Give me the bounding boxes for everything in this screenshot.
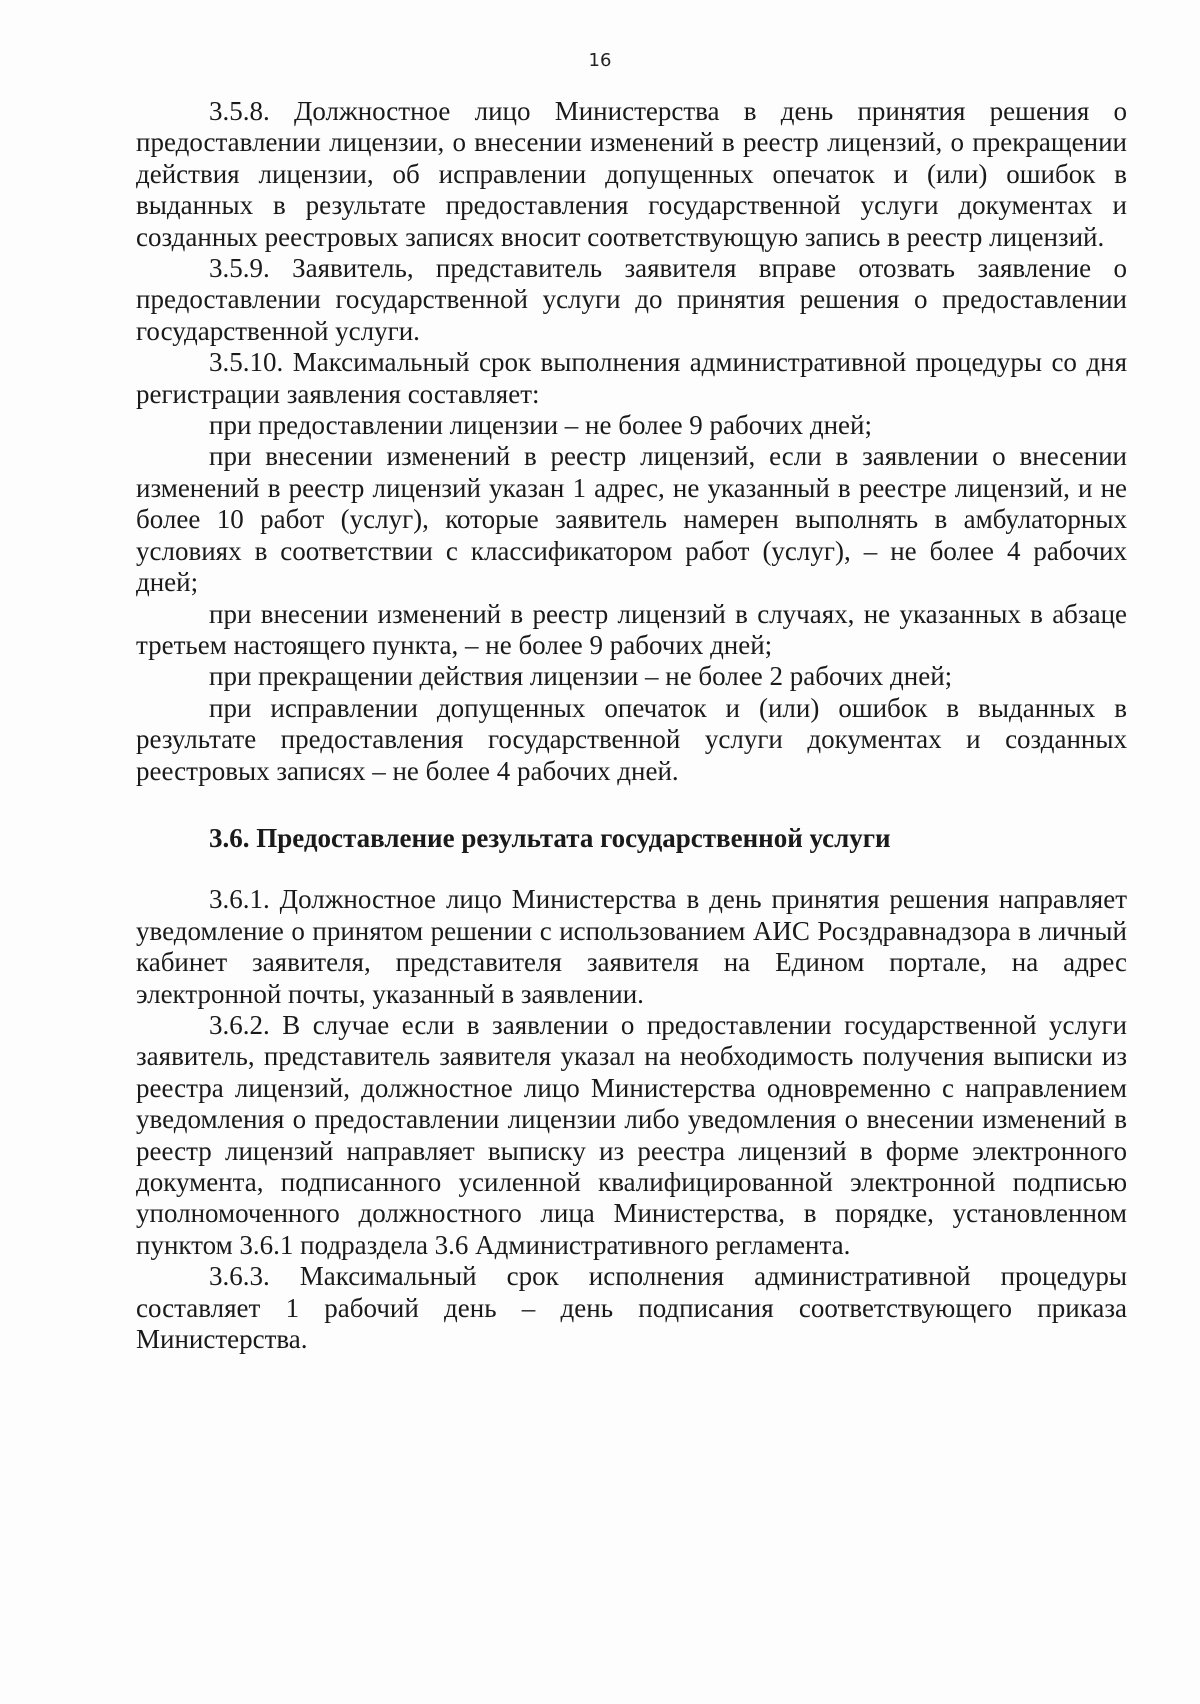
list-item-license-grant: при предоставлении лицензии – не более 9 рабочих дней; [209,410,872,441]
paragraph-3-6-3: 3.6.3. Максимальный срок исполнения административной процедуры составляет 1 рабочий день – день подписания соответствующего приказа Министерства. [136,1261,1127,1355]
section-heading: 3.6. Предоставление результата государственной услуги [209,822,891,853]
paragraph-3-6-2: 3.6.2. В случае если в заявлении о предоставлении государственной услуги заявитель, представитель заявителя указал на необходимость получения выписки из реестра лицензий, должностное лицо Министерства одновременно с направлением уведомления о предоставлении лицензии либо уведомления о внесении изменений в реестр лицензий направляет выписку из реестра лицензий в форме электронного документа, подписанного усиленной квалифицированной электронной подписью уполномоченного должностного лица Министерства, в порядке, установленном пунктом 3.6.1 подраздела 3.6 Административного регламента. [136,1009,1127,1260]
list-item-registry-change-ambulatory: при внесении изменений в реестр лицензий, если в заявлении о внесении изменений в реестр лицензий указан 1 адрес, не указанный в реестре лицензий, и не более 10 работ (услуг), которые заявитель намерен выполнять в амбулаторных условиях в соответствии с классификатором работ (услуг), – не более 4 рабочих дней; [136,441,1127,598]
paragraph-3-6-1: 3.6.1. Должностное лицо Министерства в день принятия решения направляет уведомление о принятом решении с использованием АИС Росздравнадзора в личный кабинет заявителя, представителя заявителя на Едином портале, на адрес электронной почты, указанный в заявлении. [136,884,1127,1009]
page-number: 16 [588,50,612,71]
paragraph-3-5-10: 3.5.10. Максимальный срок выполнения административной процедуры со дня регистрации заявления составляет: [136,347,1127,409]
list-item-registry-change-other: при внесении изменений в реестр лицензий в случаях, не указанных в абзаце третьем настоящего пункта, – не более 9 рабочих дней; [136,598,1127,660]
list-item-license-termination: при прекращении действия лицензии – не более 2 рабочих дней; [209,661,953,692]
paragraph-3-5-9: 3.5.9. Заявитель, представитель заявителя вправе отозвать заявление о предоставлении государственной услуги до принятия решения о предоставлении государственной услуги. [136,253,1127,346]
document-body [136,96,1127,1355]
list-item-error-correction: при исправлении допущенных опечаток и (или) ошибок в выданных в результате предоставления государственной услуги документах и созданных реестровых записях – не более 4 рабочих дней. [136,692,1127,786]
paragraph-3-5-8: 3.5.8. Должностное лицо Министерства в день принятия решения о предоставлении лицензии, о внесении изменений в реестр лицензий, о прекращении действия лицензии, об исправлении допущенных опечаток и (или) ошибок в выданных в результате предоставления государственной услуги документах и созданных реестровых записях вносит соответствующую запись в реестр лицензий. [136,96,1127,252]
